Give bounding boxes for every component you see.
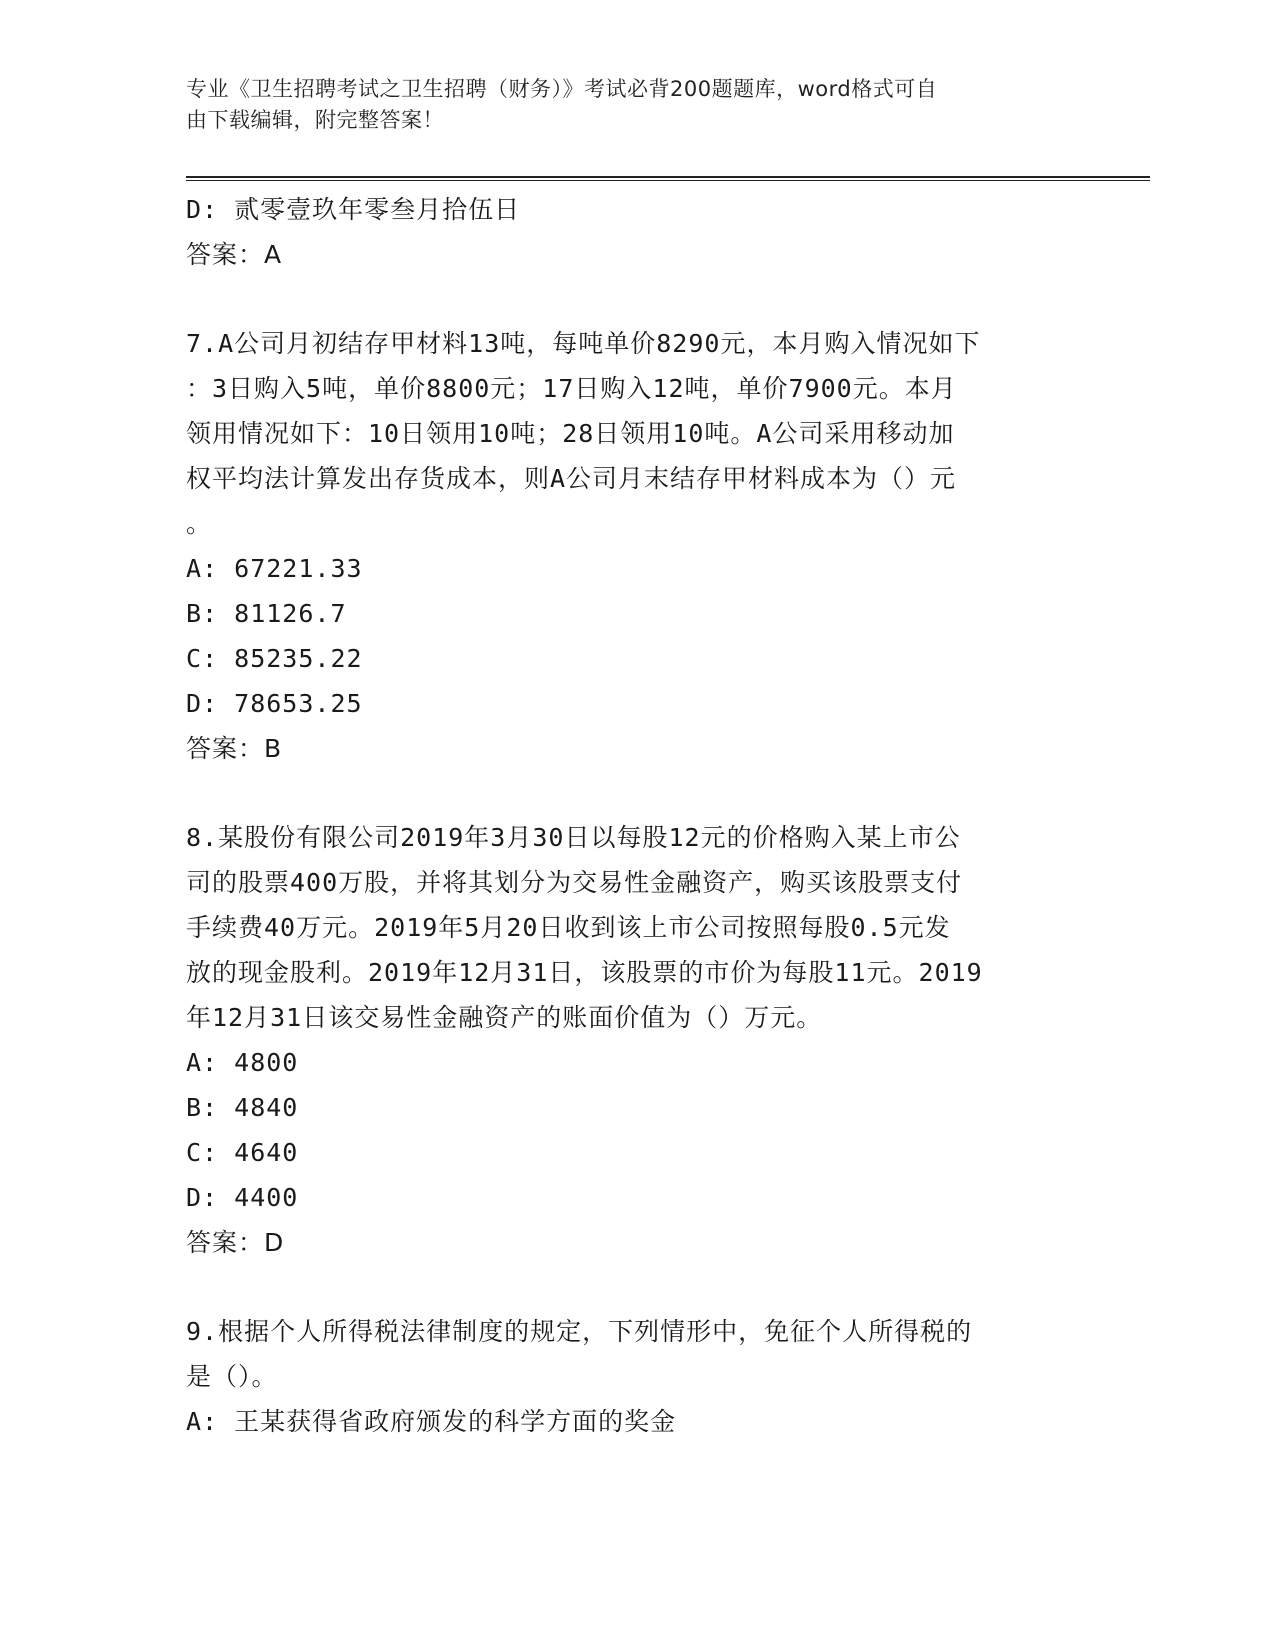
- spacer: [186, 277, 1086, 321]
- header-divider: [186, 176, 1150, 181]
- spacer: [186, 771, 1086, 815]
- q8-stem-line: 8.某股份有限公司2019年3月30日以每股12元的价格购入某上市公: [186, 823, 961, 852]
- q6-option-d: D: 贰零壹玖年零叁月拾伍日: [186, 195, 521, 224]
- q7-option-d: D: 78653.25: [186, 689, 363, 718]
- q8-option-c: C: 4640: [186, 1138, 299, 1167]
- question-7: [186, 321, 1086, 771]
- q7-answer: 答案：B: [186, 734, 283, 763]
- q7-option-a: A: 67221.33: [186, 554, 363, 583]
- q7-stem-line: 。: [186, 509, 213, 538]
- q8-answer: 答案：D: [186, 1228, 285, 1257]
- q9-option-a: A: 王某获得省政府颁发的科学方面的奖金: [186, 1407, 677, 1436]
- q8-option-a: A: 4800: [186, 1048, 299, 1077]
- question-6: [186, 187, 1086, 277]
- spacer: [186, 1265, 1086, 1309]
- q9-stem-line: 是（）。: [186, 1362, 278, 1391]
- q7-option-b: B: 81126.7: [186, 599, 347, 628]
- q8-stem-line: 放的现金股利。2019年12月31日，该股票的市价为每股11元。2019: [186, 958, 983, 987]
- q8-stem-line: 手续费40万元。2019年5月20日收到该上市公司按照每股0.5元发: [186, 913, 951, 942]
- q7-stem-line: 领用情况如下：10日领用10吨；28日领用10吨。A公司采用移动加: [186, 419, 955, 448]
- q9-stem-line: 9.根据个人所得税法律制度的规定，下列情形中，免征个人所得税的: [186, 1317, 973, 1346]
- document-header: [186, 74, 1066, 136]
- question-9: [186, 1309, 1086, 1444]
- q8-stem-line: 年12月31日该交易性金融资产的账面价值为（）万元。: [186, 1003, 823, 1032]
- q8-option-b: B: 4840: [186, 1093, 299, 1122]
- q7-stem-line: 权平均法计算发出存货成本，则A公司月末结存甲材料成本为（）元: [186, 464, 957, 493]
- q7-option-c: C: 85235.22: [186, 644, 363, 673]
- header-line-1: 专业《卫生招聘考试之卫生招聘（财务）》考试必背200题题库，word格式可自: [186, 77, 938, 101]
- question-8: [186, 815, 1086, 1265]
- q6-answer: 答案：A: [186, 240, 283, 269]
- q8-stem-line: 司的股票400万股，并将其划分为交易性金融资产，购买该股票支付: [186, 868, 963, 897]
- q7-stem-line: ：3日购入5吨，单价8800元；17日购入12吨，单价7900元。本月: [186, 374, 957, 403]
- q8-option-d: D: 4400: [186, 1183, 299, 1212]
- header-line-2: 由下载编辑，附完整答案！: [186, 108, 444, 132]
- question-content: [186, 187, 1086, 1444]
- q7-stem-line: 7.A公司月初结存甲材料13吨，每吨单价8290元，本月购入情况如下: [186, 329, 981, 358]
